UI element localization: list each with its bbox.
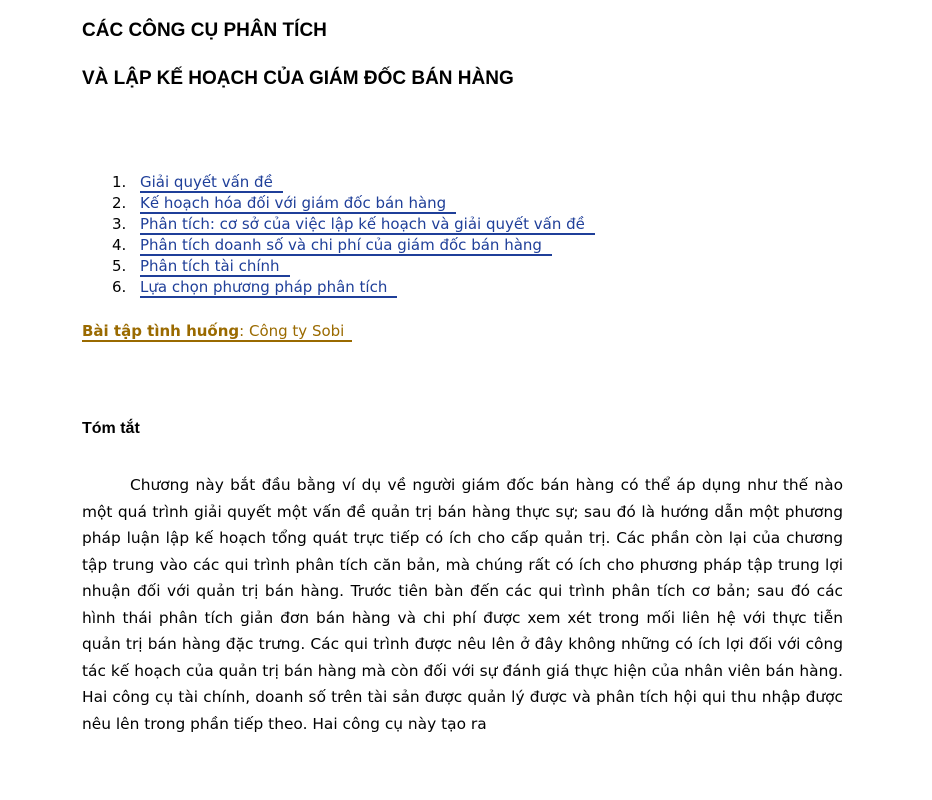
toc-item (112, 277, 595, 298)
table-of-contents (112, 172, 595, 298)
title-line-2: VÀ LẬP KẾ HOẠCH CỦA GIÁM ĐỐC BÁN HÀNG (82, 68, 514, 89)
toc-item-number: 5. (112, 257, 127, 275)
case-study-name: : Công ty Sobi (239, 322, 345, 340)
toc-item (112, 235, 595, 256)
toc-item-number: 6. (112, 278, 127, 296)
summary-paragraph: Chương này bắt đầu bằng ví dụ về người giám đốc bán hàng có thể áp dụng như thế nào một quá trình giải quyết một vấn đề quản trị bán hàng thực sự; sau đó là hướng dẫn một phương pháp luận lập kế hoạch tổng quát trực tiếp có ích cho cấp quản trị. Các phần còn lại của chương tập trung vào các qui trình phân tích căn bản, mà chúng rất có ích cho phương pháp tập trung lợi nhuận đối với quản trị bán hàng. Trước tiên bàn đến các qui trình phân tích cơ bản; sau đó các hình thái phân tích giản đơn bán hàng và chi phí được xem xét trong mối liên hệ với thực tiễn quản trị bán hàng đặc trưng. Các qui trình được nêu lên ở đây không những có ích lợi đối với công tác kế hoạch của quản trị bán hàng mà còn đối với sự đánh giá thực hiện của nhân viên bán hàng. Hai công cụ tài chính, doanh số trên tài sản được quản lý được và phân tích hội qui thu nhập được nêu lên trong phần tiếp theo. Hai công cụ này tạo ra (82, 476, 843, 733)
case-study-label: Bài tập tình huống (82, 322, 240, 340)
toc-item-number: 3. (112, 215, 127, 233)
toc-item (112, 214, 595, 235)
case-study-link[interactable] (82, 322, 352, 342)
title-line-1: CÁC CÔNG CỤ PHÂN TÍCH (82, 20, 327, 41)
summary-heading: Tóm tắt (82, 420, 140, 437)
toc-item-number: 2. (112, 194, 127, 212)
toc-item-number: 1. (112, 173, 127, 191)
toc-link-lua-chon-phuong-phap[interactable]: Lựa chọn phương pháp phân tích (140, 278, 397, 298)
toc-link-ke-hoach-hoa[interactable]: Kế hoạch hóa đối với giám đốc bán hàng (140, 194, 456, 214)
toc-item-number: 4. (112, 236, 127, 254)
toc-item (112, 256, 595, 277)
toc-item (112, 193, 595, 214)
toc-link-giai-quyet-van-de[interactable]: Giải quyết vấn đề (140, 173, 283, 193)
toc-link-phan-tich-doanh-so[interactable]: Phân tích doanh số và chi phí của giám đốc bán hàng (140, 236, 552, 256)
toc-item (112, 172, 595, 193)
toc-link-phan-tich-co-so[interactable]: Phân tích: cơ sở của việc lập kế hoạch và giải quyết vấn đề (140, 215, 595, 235)
toc-link-phan-tich-tai-chinh[interactable]: Phân tích tài chính (140, 257, 290, 277)
